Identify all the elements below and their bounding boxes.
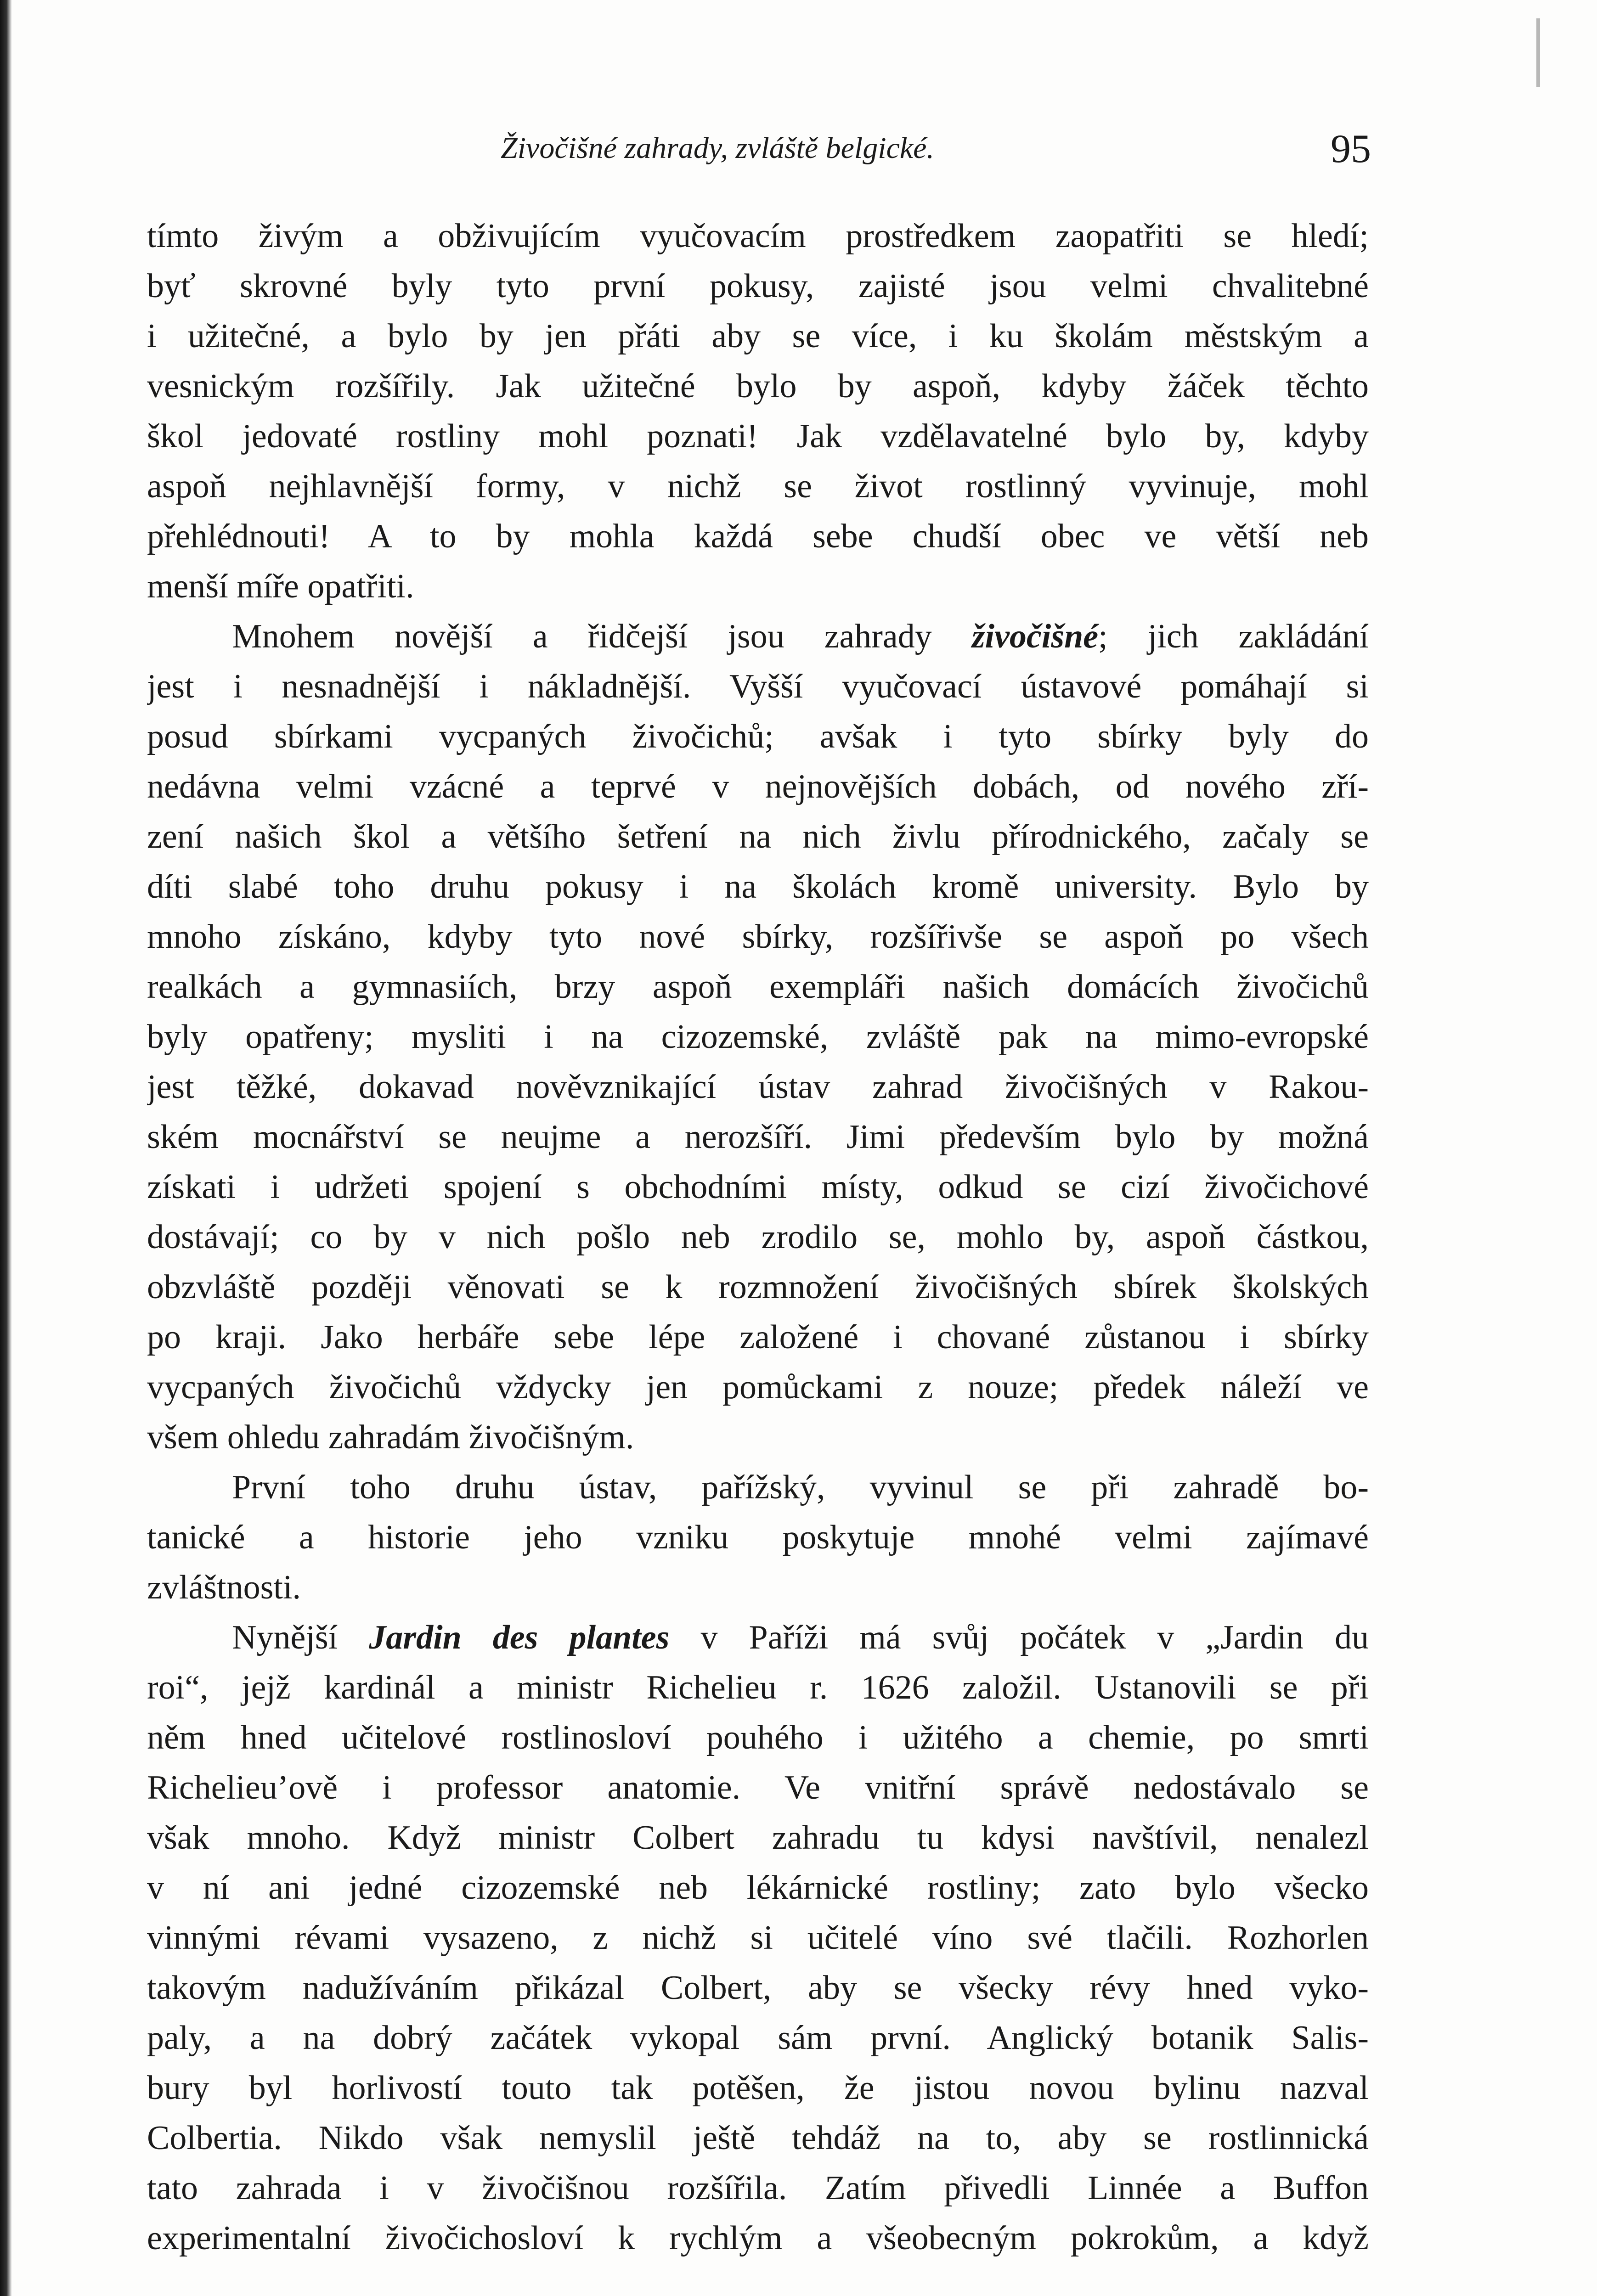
text-line: po kraji. Jako herbáře sebe lépe založené i chované zůstanou i sbírky [147,1318,1369,1356]
text-line: přehlédnouti! A to by mohla každá sebe chudší obec ve větší neb [147,518,1369,555]
text-line [147,1613,1369,1663]
text-line: v ní ani jedné cizozemské neb lékárnické rostliny; zato bylo všecko [147,1869,1369,1907]
text-line: experimentalní živočichosloví k rychlým a všeobecným pokrokům, a když [147,2219,1369,2257]
text-run: v Paříži má svůj počátek v „Jardin du [669,1619,1369,1656]
text-line: Richelieu’ově i professor anatomie. Ve vnitřní správě nedostávalo se [147,1769,1369,1806]
text-line: roi“, jejž kardinál a ministr Richelieu r. 1626 založil. Ustanovili se při [147,1669,1369,1706]
text-line: tanické a historie jeho vzniku poskytuje mnohé velmi zajímavé [147,1519,1369,1556]
text-line: aspoň nejhlavnější formy, v nichž se život rostlinný vyvinuje, mohl [147,467,1369,505]
text-line: jest i nesnadnější i nákladnější. Vyšší vyučovací ústavové pomáhají si [147,668,1369,705]
text-line: takovým nadužíváním přikázal Colbert, aby se všecky révy hned vyko- [147,1969,1369,2007]
text-line: mnoho získáno, kdyby tyto nové sbírky, rozšířivše se aspoň po všech [147,918,1369,956]
paragraph [147,211,1369,612]
text-line: byly opatřeny; mysliti i na cizozemské, zvláště pak na mimo-evropské [147,1018,1369,1056]
text-line: byť skrovné byly tyto první pokusy, zajisté jsou velmi chvalitebné [147,267,1369,305]
text-line: vinnými révami vysazeno, z nichž si učitelé víno své tlačili. Rozhorlen [147,1919,1369,1957]
text-line: škol jedovaté rostliny mohl poznati! Jak vzdělavatelné bylo by, kdyby [147,417,1369,455]
text-line: První toho druhu ústav, pařížský, vyvinul se při zahradě bo- [232,1469,1369,1506]
text-line: zení našich škol a většího šetření na nich živlu přírodnického, začaly se [147,818,1369,855]
text-line: jest těžké, dokavad nověvznikající ústav zahrad živočišných v Rakou- [147,1068,1369,1106]
running-title: Živočišné zahrady, zvláště belgické. [501,131,934,165]
text-line: Colbertia. Nikdo však nemyslil ještě tehdáž na to, aby se rostlinnická [147,2119,1369,2157]
binding-edge [0,0,12,2296]
running-head [0,128,1597,178]
text-line: všem ohledu zahradám živočišným. [147,1418,634,1456]
text-line: menší míře opatřiti. [147,568,414,605]
text-run: Nynější [232,1619,369,1656]
text-line: tímto živým a obživujícím vyučovacím prostředkem zaopatřiti se hledí; [147,217,1369,255]
text-line: posud sbírkami vycpaných živočichů; avšak i tyto sbírky byly do [147,718,1369,755]
text-run: Mnohem novější a řidčejší jsou zahrady [232,618,972,655]
text-line: ském mocnářství se neujme a nerozšíří. Jimi především bylo by možná [147,1118,1369,1156]
emphasis-term: živočišné [971,618,1099,655]
text-line: však mnoho. Když ministr Colbert zahradu tu kdysi navštívil, nenalezl [147,1819,1369,1857]
text-line [147,612,1369,662]
text-line: tato zahrada i v živočišnou rozšířila. Zatím přivedli Linnée a Buffon [147,2169,1369,2207]
text-line: paly, a na dobrý začátek vykopal sám první. Anglický botanik Salis- [147,2019,1369,2057]
scan-mark [1536,18,1540,87]
text-line: získati i udržeti spojení s obchodními místy, odkud se cizí živočichové [147,1168,1369,1206]
text-line: zvláštnosti. [147,1569,301,1606]
text-line: obzvláště později věnovati se k rozmnožení živočišných sbírek školských [147,1268,1369,1306]
text-run: ; jich zakládání [1098,618,1369,655]
text-line: vesnickým rozšířily. Jak užitečné bylo by aspoň, kdyby žáček těchto [147,367,1369,405]
text-line: vycpaných živočichů vždycky jen pomůckami z nouze; předek náleží ve [147,1368,1369,1406]
text-line: díti slabé toho druhu pokusy i na školách kromě university. Bylo by [147,868,1369,906]
paragraph [147,1613,1369,2263]
text-line: bury byl horlivostí touto tak potěšen, že jistou novou bylinu nazval [147,2069,1369,2107]
body-text [147,211,1369,2263]
text-line: nedávna velmi vzácné a teprvé v nejnovějších dobách, od nového zří- [147,768,1369,805]
text-line: realkách a gymnasiích, brzy aspoň exempláři našich domácích živočichů [147,968,1369,1006]
text-line: dostávají; co by v nich pošlo neb zrodilo se, mohlo by, aspoň částkou, [147,1218,1369,1256]
emphasis-term: Jardin des plantes [369,1619,670,1656]
page-number: 95 [1331,127,1371,171]
paragraph [147,1463,1369,1613]
text-line: něm hned učitelové rostlinosloví pouhého i užitého a chemie, po smrti [147,1719,1369,1756]
paragraph [147,612,1369,1463]
text-line: i užitečné, a bylo by jen přáti aby se více, i ku školám městským a [147,317,1369,355]
